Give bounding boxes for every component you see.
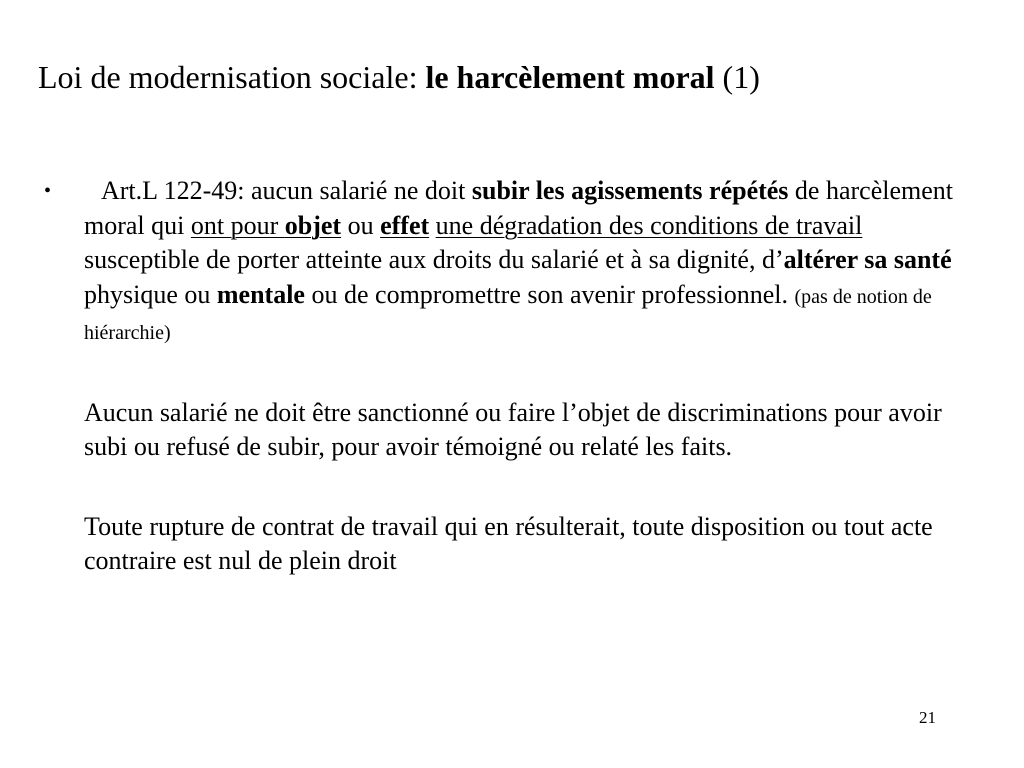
- title-prefix: Loi de modernisation sociale:: [38, 59, 426, 95]
- article-bold-2: altérer sa santé: [783, 245, 952, 274]
- article-underline-bold-2: effet: [380, 210, 430, 240]
- title-bold: le harcèlement moral: [425, 59, 715, 95]
- slide-title: [38, 57, 760, 97]
- article-text-2: de harcèlement moral qui: [84, 176, 953, 240]
- article-text-1: Art.L 122-49: aucun salarié ne doit: [101, 176, 472, 205]
- article-underline-bold-1: objet: [284, 210, 342, 240]
- article-underline-1: ont pour: [190, 210, 285, 240]
- article-underline-2: une dégradation des conditions de travail: [435, 210, 863, 240]
- article-text-7: ou de compromettre son avenir professionnel.: [304, 279, 795, 309]
- article-bold-1: subir les agissements répétés: [471, 176, 789, 205]
- slide-body: [44, 174, 954, 579]
- article-note: (pas de notion de hiérarchie): [84, 285, 932, 344]
- page-number: 21: [919, 708, 936, 727]
- paragraph-sanction: Aucun salarié ne doit être sanctionné ou faire l’objet de discriminations pour avoir subi ou refusé de subir, pour avoir témoigné ou relaté les faits.: [84, 397, 942, 461]
- title-suffix: (1): [714, 59, 760, 95]
- article-text-3: ou: [341, 210, 381, 240]
- paragraph-rupture: Toute rupture de contrat de travail qui en résulterait, toute disposition ou tout acte contraire est nul de plein droit: [84, 511, 933, 575]
- article-text-6: physique ou: [84, 279, 217, 309]
- article-text-5: susceptible de porter atteinte aux droits du salarié et à sa dignité, d’: [84, 245, 784, 274]
- article-bold-3: mentale: [216, 279, 305, 309]
- paragraph-article: [84, 174, 954, 351]
- bullet-icon: •: [44, 180, 52, 202]
